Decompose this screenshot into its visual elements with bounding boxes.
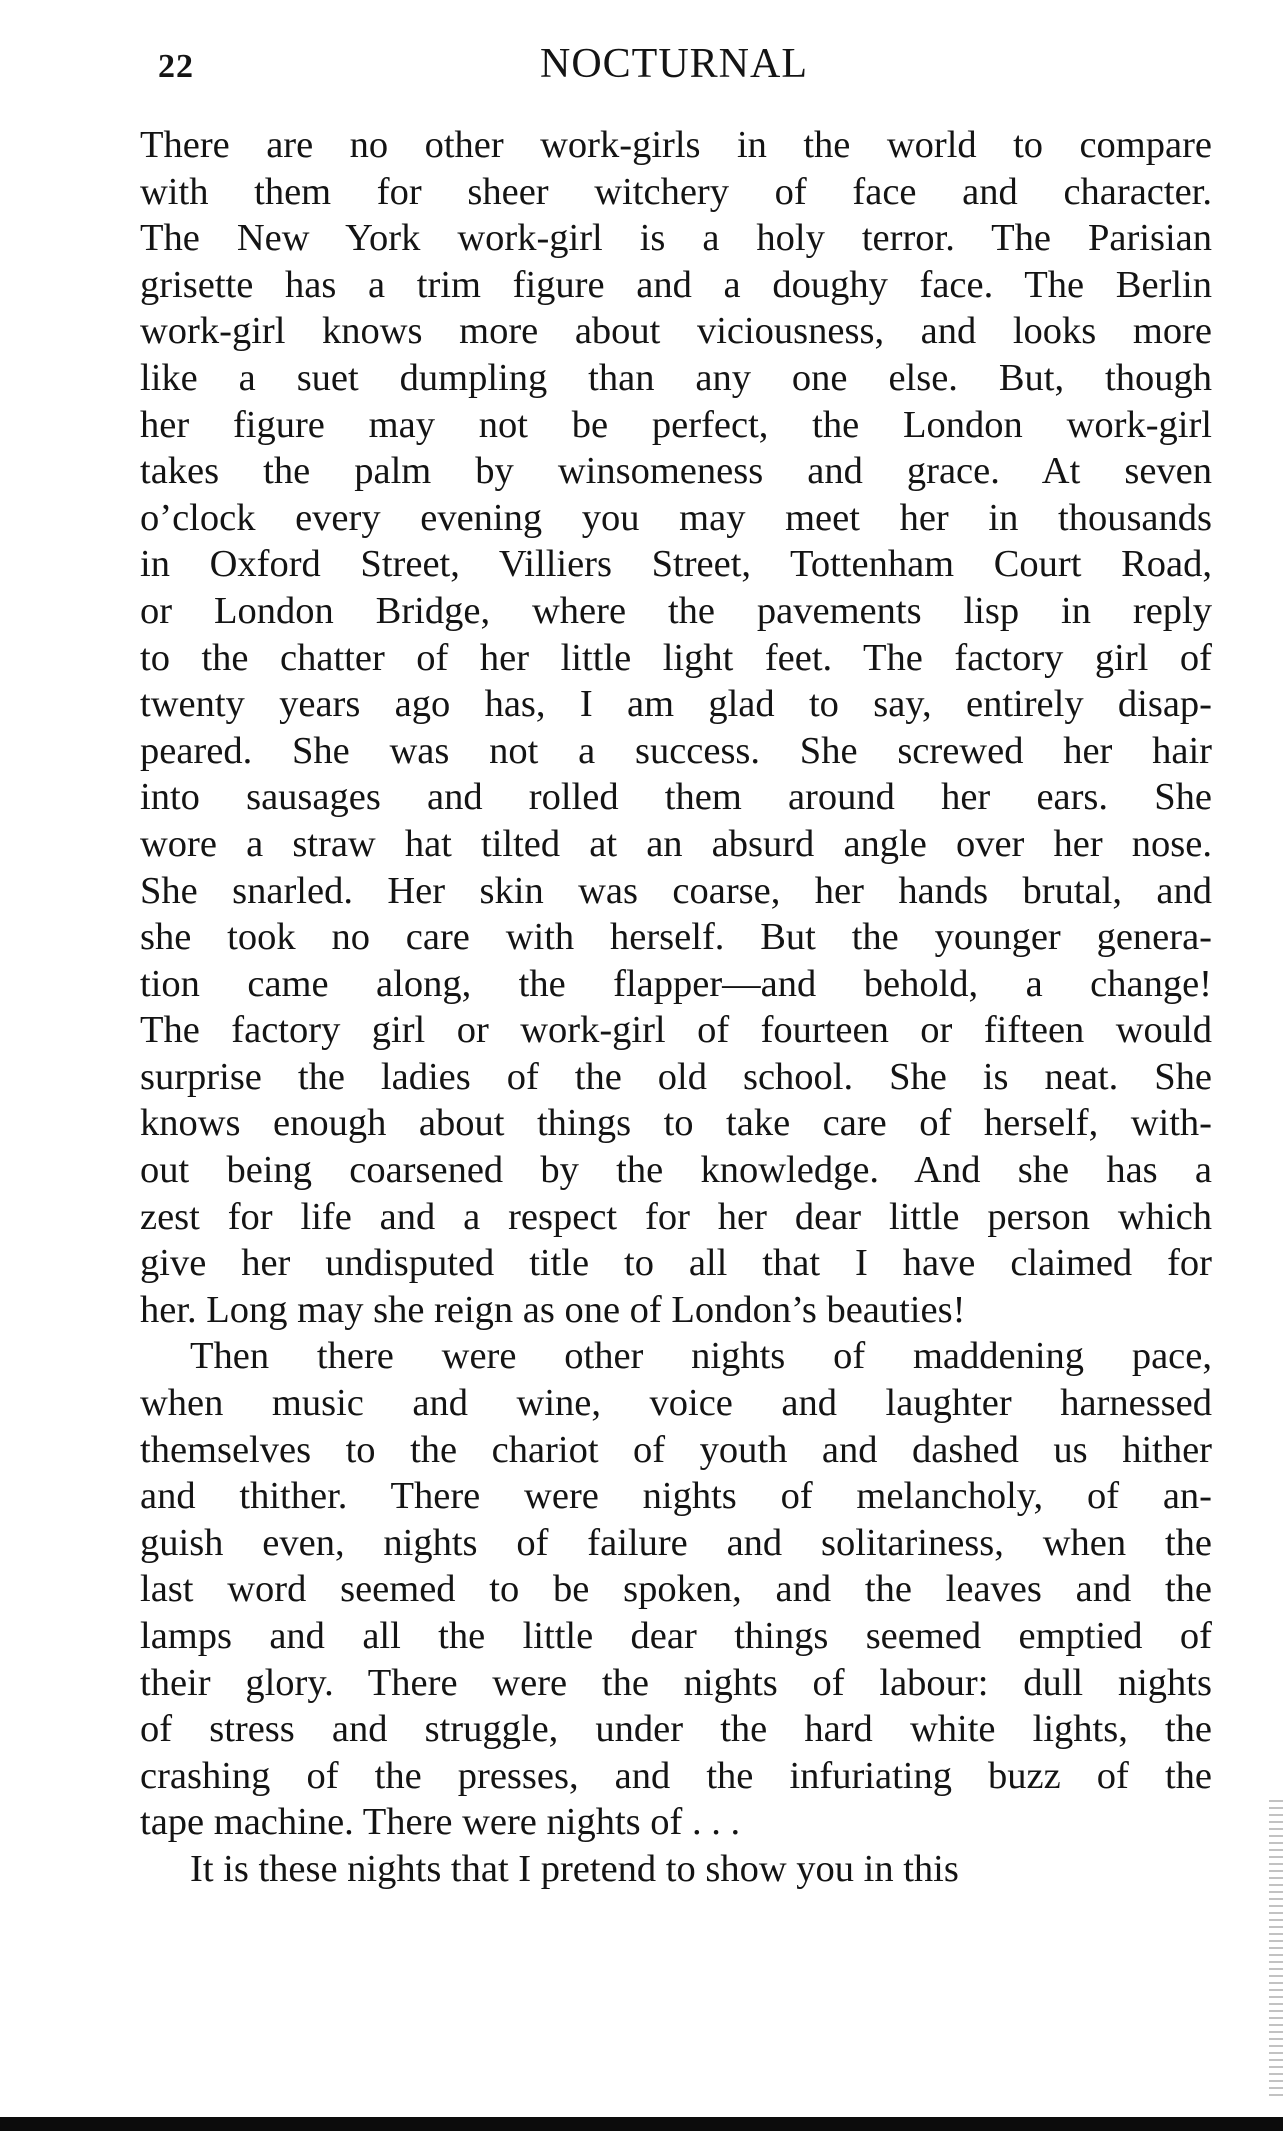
scan-bottom-edge bbox=[0, 2117, 1283, 2131]
text-line: tion came along, the flapper—and behold, a change! bbox=[140, 962, 1212, 1005]
text-line: work-girl knows more about viciousness, and looks more bbox=[140, 310, 1212, 353]
text-line: like a suet dumpling than any one else. But, though bbox=[140, 356, 1212, 399]
text-line: She snarled. Her skin was coarse, her hands brutal, and bbox=[140, 869, 1212, 912]
body-text bbox=[140, 122, 1212, 1893]
text-line: of stress and struggle, under the hard white lights, the bbox=[140, 1708, 1212, 1751]
text-line: their glory. There were the nights of labour: dull nights bbox=[140, 1661, 1212, 1704]
text-line: her figure may not be perfect, the London work-girl bbox=[140, 403, 1212, 446]
text-line: knows enough about things to take care of herself, with- bbox=[140, 1102, 1212, 1145]
page-number: 22 bbox=[158, 48, 194, 85]
text-line: tape machine. There were nights of . . . bbox=[140, 1801, 741, 1844]
text-line: twenty years ago has, I am glad to say, entirely disap- bbox=[140, 683, 1212, 726]
text-line: grisette has a trim figure and a doughy face. The Berlin bbox=[140, 263, 1212, 306]
text-line: her. Long may she reign as one of London’s beauties! bbox=[140, 1288, 966, 1331]
text-line: into sausages and rolled them around her ears. She bbox=[140, 776, 1212, 819]
paragraph bbox=[140, 122, 1212, 1333]
text-line: There are no other work-girls in the world to compare bbox=[140, 124, 1212, 166]
text-line: It is these nights that I pretend to show you in this bbox=[190, 1847, 959, 1890]
text-line: surprise the ladies of the old school. She is neat. She bbox=[140, 1055, 1212, 1098]
text-line: or London Bridge, where the pavements lisp in reply bbox=[140, 589, 1212, 632]
page-header bbox=[0, 40, 1283, 100]
text-line: themselves to the chariot of youth and dashed us hither bbox=[140, 1428, 1212, 1471]
text-line: she took no care with herself. But the younger genera- bbox=[140, 916, 1212, 959]
text-line: and thither. There were nights of melancholy, of an- bbox=[140, 1475, 1212, 1518]
text-line: last word seemed to be spoken, and the leaves and the bbox=[140, 1568, 1212, 1611]
text-line: in Oxford Street, Villiers Street, Tottenham Court Road, bbox=[140, 543, 1212, 586]
text-line: zest for life and a respect for her dear little person which bbox=[140, 1195, 1212, 1238]
text-line: crashing of the presses, and the infuriating buzz of the bbox=[140, 1754, 1212, 1797]
text-line: o’clock every evening you may meet her in thousands bbox=[140, 496, 1212, 539]
text-line: lamps and all the little dear things seemed emptied of bbox=[140, 1615, 1212, 1657]
text-line: when music and wine, voice and laughter harnessed bbox=[140, 1382, 1212, 1425]
text-line: with them for sheer witchery of face and character. bbox=[140, 170, 1212, 213]
text-line: to the chatter of her little light feet. The factory girl of bbox=[140, 636, 1212, 679]
paragraph bbox=[140, 1846, 1212, 1893]
page-edge-specks bbox=[1269, 1800, 1283, 2100]
text-line: out being coarsened by the knowledge. And she has a bbox=[140, 1149, 1212, 1192]
text-line: takes the palm by winsomeness and grace. At seven bbox=[140, 450, 1212, 493]
text-line: Then there were other nights of maddening pace, bbox=[190, 1335, 1212, 1378]
text-line: The factory girl or work-girl of fourteen or fifteen would bbox=[140, 1009, 1212, 1052]
running-title: NOCTURNAL bbox=[540, 41, 808, 87]
text-line: give her undisputed title to all that I have claimed for bbox=[140, 1242, 1212, 1285]
paragraph bbox=[140, 1333, 1212, 1846]
text-line: peared. She was not a success. She screwed her hair bbox=[140, 729, 1212, 772]
text-line: wore a straw hat tilted at an absurd angle over her nose. bbox=[140, 822, 1212, 865]
text-line: The New York work-girl is a holy terror. The Parisian bbox=[140, 217, 1212, 260]
text-line: guish even, nights of failure and solitariness, when the bbox=[140, 1521, 1212, 1564]
